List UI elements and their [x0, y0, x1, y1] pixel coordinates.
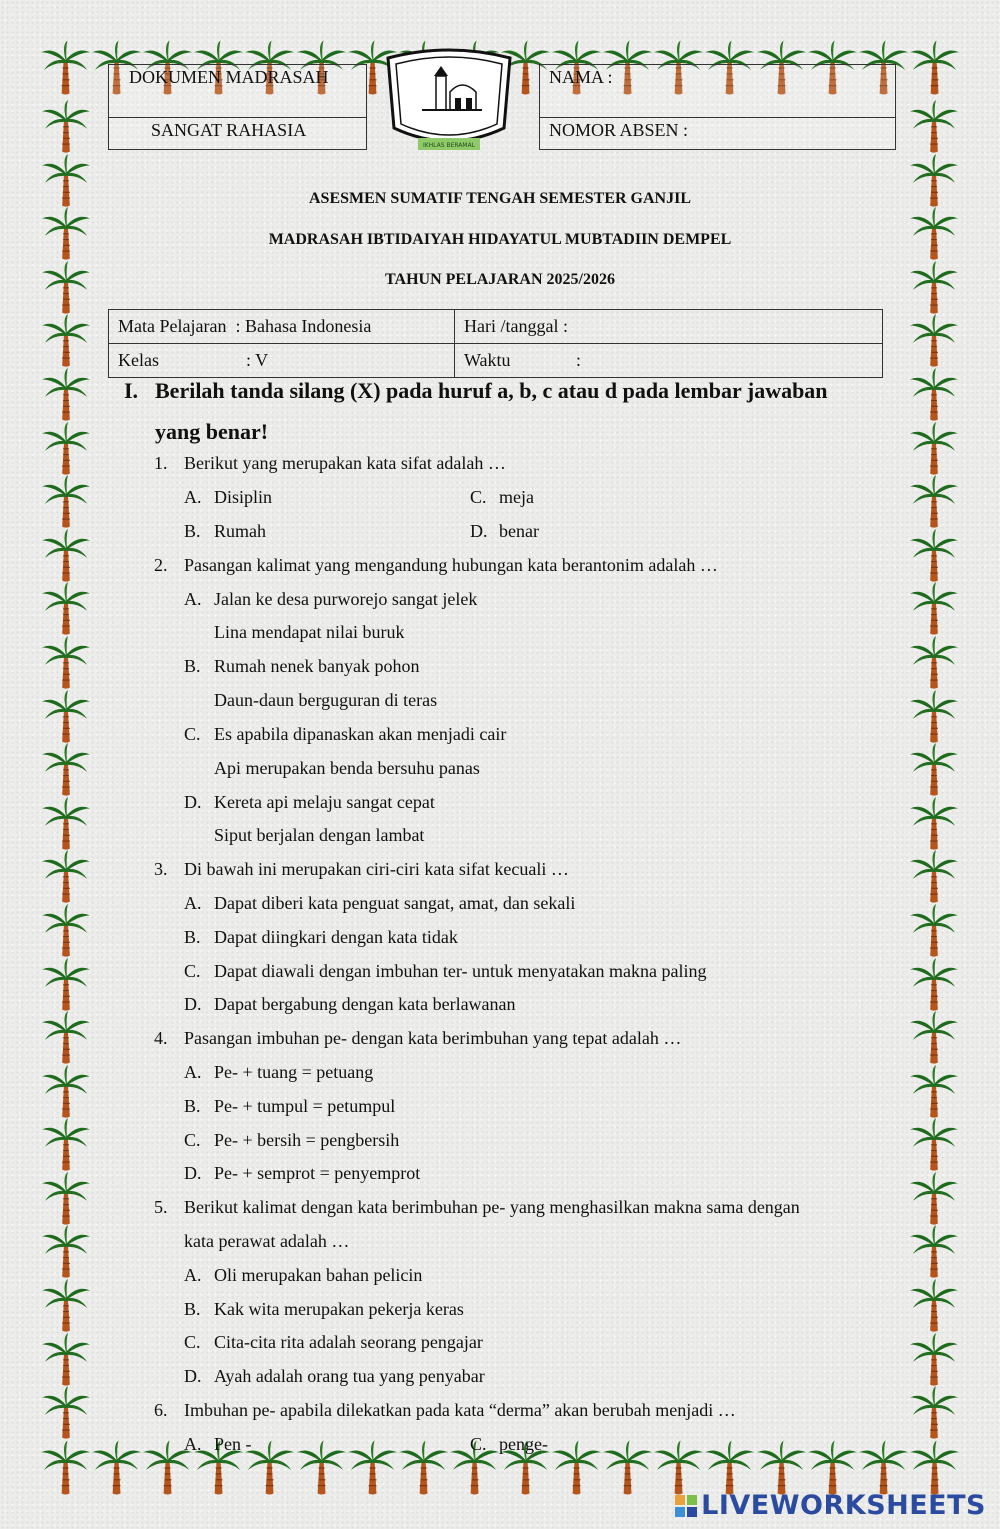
question-text: Pasangan kalimat yang mengandung hubungan kata berantonim adalah … — [184, 555, 718, 575]
option-text-line-2[interactable]: Lina mendapat nilai buruk — [214, 622, 405, 642]
option-letter[interactable]: A. — [184, 589, 202, 609]
palm-tree-icon — [91, 1440, 142, 1496]
palm-tree-icon — [40, 1386, 92, 1440]
palm-tree-icon — [756, 1440, 807, 1496]
option-text[interactable]: Pe- + semprot = penyemprot — [214, 1163, 421, 1183]
title-line-1: ASESMEN SUMATIF TENGAH SEMESTER GANJIL — [309, 190, 691, 207]
palm-tree-icon — [40, 636, 92, 690]
palm-tree-icon — [908, 636, 960, 690]
school-logo — [382, 48, 516, 156]
option-letter[interactable]: B. — [184, 521, 201, 541]
secret-label: SANGAT RAHASIA — [151, 120, 307, 140]
option-text[interactable]: Pe- + tumpul = petumpul — [214, 1096, 396, 1116]
option-letter[interactable]: B. — [184, 1299, 201, 1319]
palm-tree-icon — [908, 958, 960, 1012]
question-number: 4. — [154, 1028, 168, 1048]
option-text[interactable]: Dapat bergabung dengan kata berlawanan — [214, 994, 516, 1014]
palm-tree-icon — [908, 690, 960, 744]
option-text[interactable]: Cita-cita rita adalah seorang pengajar — [214, 1332, 483, 1352]
option-letter[interactable]: B. — [184, 656, 201, 676]
option-text[interactable]: Pen - — [214, 1434, 252, 1454]
option-text[interactable]: Pe- + tuang = petuang — [214, 1062, 374, 1082]
class-value: : V — [246, 350, 269, 370]
option-text-line-2[interactable]: Api merupakan benda bersuhu panas — [214, 758, 480, 778]
palm-tree-icon — [908, 850, 960, 904]
instruction-line-1: Berilah tanda silang (X) pada huruf a, b, c atau d pada lembar jawaban — [155, 378, 828, 403]
palm-tree-icon — [40, 1118, 92, 1172]
palm-tree-icon — [40, 1440, 91, 1496]
question-number: 5. — [154, 1197, 168, 1217]
option-letter[interactable]: C. — [184, 1332, 201, 1352]
option-letter[interactable]: D. — [184, 994, 202, 1014]
subject-value: : Bahasa Indonesia — [235, 316, 372, 336]
option-text[interactable]: Oli merupakan bahan pelicin — [214, 1265, 423, 1285]
question-text: Pasangan imbuhan pe- dengan kata berimbuhan yang tepat adalah … — [184, 1028, 682, 1048]
title-line-2: MADRASAH IBTIDAIYAH HIDAYATUL MUBTADIIN DEMPEL — [268, 231, 732, 248]
palm-tree-icon — [40, 422, 92, 476]
palm-tree-icon — [908, 1118, 960, 1172]
palm-tree-icon — [908, 1333, 960, 1387]
palm-tree-icon — [40, 1172, 92, 1226]
option-text[interactable]: Kak wita merupakan pekerja keras — [214, 1299, 464, 1319]
section-number: I. — [124, 378, 139, 403]
option-letter[interactable]: C. — [184, 1130, 201, 1150]
logo-motto: IKHLAS BERAMAL — [422, 142, 476, 149]
palm-tree-icon — [908, 582, 960, 636]
question-text: Berikut kalimat dengan kata berimbuhan pe- yang menghasilkan makna sama dengan — [184, 1197, 800, 1217]
watermark-text: LIVEWORKSHEETS — [701, 1490, 986, 1521]
option-text[interactable]: penge- — [499, 1434, 548, 1454]
student-info-box — [539, 64, 896, 150]
option-letter[interactable]: A. — [184, 893, 202, 913]
day-label: Hari /tanggal : — [464, 316, 568, 336]
option-letter[interactable]: C. — [184, 724, 201, 744]
palm-border-left — [38, 100, 94, 1440]
option-text-line-2[interactable]: Siput berjalan dengan lambat — [214, 825, 425, 845]
palm-border-right — [906, 100, 962, 1440]
palm-tree-icon — [858, 1440, 909, 1496]
palm-tree-icon — [908, 797, 960, 851]
option-letter[interactable]: A. — [184, 1265, 202, 1285]
palm-tree-icon — [551, 1440, 602, 1496]
palm-tree-icon — [40, 582, 92, 636]
option-letter[interactable]: D. — [184, 1366, 202, 1386]
palm-tree-icon — [40, 314, 92, 368]
palm-tree-icon — [40, 1279, 92, 1333]
palm-tree-icon — [40, 743, 92, 797]
palm-tree-icon — [40, 904, 92, 958]
document-label-box — [108, 64, 367, 150]
question-text: Imbuhan pe- apabila dilekatkan pada kata “derma” akan berubah menjadi … — [184, 1400, 736, 1420]
option-text[interactable]: Es apabila dipanaskan akan menjadi cair — [214, 724, 507, 744]
absen-label: NOMOR ABSEN : — [549, 120, 689, 140]
question-text: Berikut yang merupakan kata sifat adalah … — [184, 453, 506, 473]
option-text[interactable]: Jalan ke desa purworejo sangat jelek — [214, 589, 478, 609]
option-text-line-2[interactable]: Daun-daun berguguran di teras — [214, 690, 438, 710]
palm-tree-icon — [908, 904, 960, 958]
palm-tree-icon — [908, 1386, 960, 1440]
question-number: 2. — [154, 555, 168, 575]
question-number: 3. — [154, 859, 168, 879]
option-text[interactable]: Rumah nenek banyak pohon — [214, 656, 420, 676]
doc-label: DOKUMEN MADRASAH — [129, 67, 329, 87]
option-letter[interactable]: A. — [184, 487, 202, 507]
palm-tree-icon — [908, 1011, 960, 1065]
liveworksheets-logo-icon — [675, 1495, 697, 1517]
option-letter[interactable]: B. — [184, 1096, 201, 1116]
subject-info-table — [108, 309, 883, 378]
palm-tree-icon — [40, 1011, 92, 1065]
palm-tree-icon — [244, 1440, 295, 1496]
palm-tree-icon — [40, 529, 92, 583]
option-letter[interactable]: A. — [184, 1062, 202, 1082]
palm-tree-icon — [908, 314, 960, 368]
palm-tree-icon — [653, 1440, 704, 1496]
palm-tree-icon — [602, 1440, 653, 1496]
palm-tree-icon — [40, 475, 92, 529]
day-cell — [455, 310, 883, 344]
liveworksheets-watermark[interactable] — [675, 1490, 986, 1521]
title-line-3: TAHUN PELAJARAN 2025/2026 — [385, 271, 615, 288]
option-letter[interactable]: D. — [184, 792, 202, 812]
palm-tree-icon — [704, 1440, 755, 1496]
time-label: Waktu — [464, 350, 511, 370]
name-label: NAMA : — [549, 67, 613, 87]
question-number: 1. — [154, 453, 168, 473]
palm-tree-icon — [908, 1225, 960, 1279]
option-text[interactable]: Dapat diingkari dengan kata tidak — [214, 927, 458, 947]
question-number: 6. — [154, 1400, 168, 1420]
option-letter[interactable]: C. — [470, 487, 487, 507]
option-letter[interactable]: A. — [184, 1434, 202, 1454]
palm-tree-icon — [908, 100, 960, 154]
subject-label: Mata Pelajaran — [118, 316, 227, 336]
palm-tree-icon — [908, 1065, 960, 1119]
option-text[interactable]: Rumah — [214, 521, 266, 541]
option-letter[interactable]: D. — [184, 1163, 202, 1183]
palm-tree-icon — [40, 1065, 92, 1119]
palm-tree-icon — [40, 958, 92, 1012]
palm-tree-icon — [40, 40, 91, 96]
palm-tree-icon — [347, 1440, 398, 1496]
option-text[interactable]: Disiplin — [214, 487, 273, 507]
option-text[interactable]: Dapat diawali dengan imbuhan ter- untuk menyatakan makna paling — [214, 961, 707, 981]
option-letter[interactable]: D. — [470, 521, 488, 541]
subject-cell — [109, 310, 455, 344]
palm-tree-icon — [908, 743, 960, 797]
palm-tree-icon — [40, 797, 92, 851]
palm-tree-icon — [398, 1440, 449, 1496]
palm-tree-icon — [909, 40, 960, 96]
instruction-line-2: yang benar! — [155, 419, 269, 444]
palm-tree-icon — [908, 475, 960, 529]
palm-tree-icon — [908, 529, 960, 583]
question-text: Di bawah ini merupakan ciri-ciri kata sifat kecuali … — [184, 859, 569, 879]
palm-tree-icon — [40, 368, 92, 422]
palm-tree-icon — [908, 368, 960, 422]
palm-tree-icon — [296, 1440, 347, 1496]
option-text[interactable]: Pe- + bersih = pengbersih — [214, 1130, 400, 1150]
option-text[interactable]: Ayah adalah orang tua yang penyabar — [214, 1366, 485, 1386]
option-text[interactable]: meja — [499, 487, 534, 507]
palm-tree-icon — [908, 422, 960, 476]
time-value: : — [576, 350, 582, 370]
palm-tree-icon — [40, 1225, 92, 1279]
palm-tree-icon — [909, 1440, 960, 1496]
palm-tree-icon — [908, 1279, 960, 1333]
palm-tree-icon — [40, 100, 92, 154]
option-letter[interactable]: C. — [470, 1434, 487, 1454]
question-text-line-2: kata perawat adalah … — [184, 1231, 350, 1251]
option-letter[interactable]: B. — [184, 927, 201, 947]
palm-tree-icon — [908, 1172, 960, 1226]
palm-tree-icon — [807, 1440, 858, 1496]
palm-tree-icon — [40, 690, 92, 744]
option-letter[interactable]: C. — [184, 961, 201, 981]
option-text[interactable]: benar — [499, 521, 539, 541]
option-text[interactable]: Kereta api melaju sangat cepat — [214, 792, 435, 812]
palm-tree-icon — [40, 850, 92, 904]
class-label: Kelas — [118, 350, 159, 370]
palm-tree-icon — [40, 1333, 92, 1387]
option-text[interactable]: Dapat diberi kata penguat sangat, amat, dan sekali — [214, 893, 576, 913]
